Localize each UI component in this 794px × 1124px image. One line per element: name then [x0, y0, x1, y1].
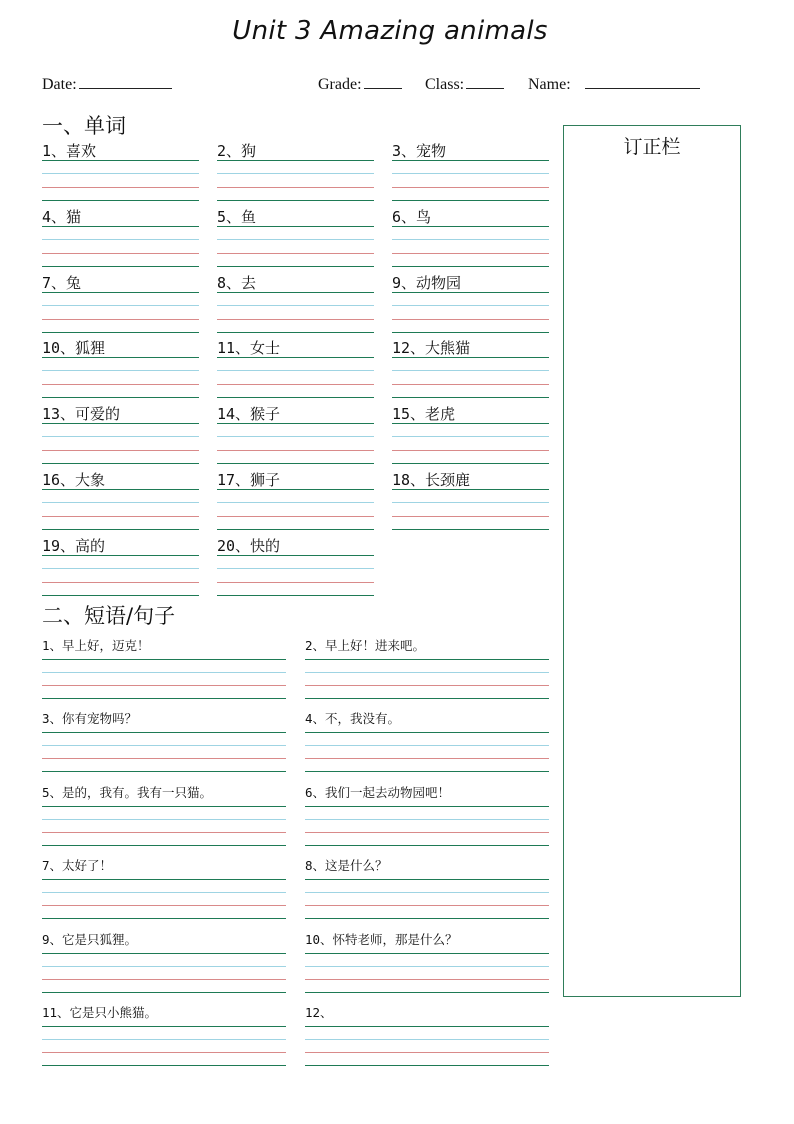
date-field: [42, 74, 172, 94]
writing-line[interactable]: [392, 384, 549, 385]
writing-line[interactable]: [305, 879, 549, 880]
writing-line[interactable]: [305, 819, 549, 820]
writing-line[interactable]: [392, 450, 549, 451]
writing-line[interactable]: [392, 200, 549, 201]
writing-line[interactable]: [392, 397, 549, 398]
writing-line[interactable]: [305, 685, 549, 686]
word-cell: [42, 140, 199, 202]
writing-line[interactable]: [217, 173, 374, 174]
word-label: 15、老虎: [392, 405, 456, 424]
writing-line[interactable]: [392, 187, 549, 188]
writing-line[interactable]: [42, 832, 286, 833]
writing-line[interactable]: [217, 582, 374, 583]
writing-line[interactable]: [392, 436, 549, 437]
writing-line[interactable]: [305, 698, 549, 699]
writing-line[interactable]: [42, 892, 286, 893]
word-label: 8、去: [217, 273, 257, 292]
writing-line[interactable]: [42, 502, 199, 503]
name-label: Name:: [528, 76, 571, 93]
writing-line[interactable]: [42, 745, 286, 746]
word-cell: [42, 206, 199, 268]
writing-line[interactable]: [42, 463, 199, 464]
word-label: 11、女士: [217, 339, 281, 358]
writing-line[interactable]: [42, 806, 286, 807]
writing-line[interactable]: [305, 918, 549, 919]
writing-line[interactable]: [305, 758, 549, 759]
writing-line[interactable]: [305, 659, 549, 660]
writing-line[interactable]: [217, 332, 374, 333]
writing-line[interactable]: [42, 516, 199, 517]
writing-line[interactable]: [392, 502, 549, 503]
writing-line[interactable]: [392, 332, 549, 333]
writing-line[interactable]: [42, 568, 199, 569]
phrase-cell: [305, 930, 549, 994]
writing-line[interactable]: [392, 423, 549, 424]
writing-line[interactable]: [42, 1039, 286, 1040]
writing-line[interactable]: [42, 436, 199, 437]
phrase-label: 6、我们一起去动物园吧！: [305, 784, 451, 800]
writing-line[interactable]: [42, 595, 199, 596]
writing-line[interactable]: [42, 992, 286, 993]
grade-label: Grade:: [318, 76, 362, 93]
word-cell: [392, 272, 549, 334]
word-label: 12、大熊猫: [392, 339, 471, 358]
writing-line[interactable]: [42, 187, 199, 188]
writing-line[interactable]: [217, 397, 374, 398]
word-cell: [217, 403, 374, 465]
word-label: 5、鱼: [217, 207, 257, 226]
writing-line[interactable]: [305, 771, 549, 772]
writing-line[interactable]: [217, 423, 374, 424]
writing-line[interactable]: [217, 160, 374, 161]
writing-line[interactable]: [392, 357, 549, 358]
writing-line[interactable]: [42, 698, 286, 699]
correction-column: [563, 125, 741, 997]
writing-line[interactable]: [42, 173, 199, 174]
phrase-cell: [42, 930, 286, 994]
word-cell: [42, 469, 199, 531]
writing-line[interactable]: [42, 357, 199, 358]
phrase-label: 9、它是只狐狸。: [42, 931, 138, 947]
writing-line[interactable]: [42, 659, 286, 660]
phrase-cell: [305, 783, 549, 847]
writing-line[interactable]: [305, 732, 549, 733]
word-cell: [42, 272, 199, 334]
writing-line[interactable]: [392, 266, 549, 267]
writing-line[interactable]: [305, 832, 549, 833]
writing-line[interactable]: [42, 672, 286, 673]
writing-line[interactable]: [42, 200, 199, 201]
writing-line[interactable]: [305, 992, 549, 993]
writing-line[interactable]: [217, 436, 374, 437]
writing-line[interactable]: [217, 370, 374, 371]
word-cell: [42, 403, 199, 465]
writing-line[interactable]: [42, 758, 286, 759]
word-label: 20、快的: [217, 536, 281, 555]
date-blank: [79, 74, 172, 89]
name-blank: [585, 74, 700, 89]
word-label: 16、大象: [42, 471, 106, 489]
writing-line[interactable]: [42, 979, 286, 980]
word-cell: [42, 535, 199, 597]
word-cell: [392, 206, 549, 268]
writing-line[interactable]: [217, 266, 374, 267]
word-label: 1、喜欢: [42, 142, 97, 160]
grade-blank: [364, 74, 402, 89]
section-phrases-title: 二、短语/句子: [42, 604, 176, 628]
phrase-label: 1、早上好，迈克！: [42, 638, 150, 653]
word-label: 10、狐狸: [42, 339, 106, 358]
writing-line[interactable]: [217, 463, 374, 464]
writing-line[interactable]: [392, 489, 549, 490]
phrase-cell: [305, 1003, 549, 1067]
writing-line[interactable]: [392, 319, 549, 320]
writing-line[interactable]: [305, 845, 549, 846]
word-label: 3、宠物: [392, 142, 447, 160]
writing-line[interactable]: [42, 582, 199, 583]
writing-line[interactable]: [217, 595, 374, 596]
writing-line[interactable]: [217, 489, 374, 490]
word-cell: [392, 140, 549, 202]
word-label: 17、狮子: [217, 471, 281, 489]
word-cell: [217, 206, 374, 268]
writing-line[interactable]: [217, 529, 374, 530]
class-field: [425, 74, 504, 94]
writing-line[interactable]: [42, 384, 199, 385]
phrase-label: 2、早上好！进来吧。: [305, 638, 426, 653]
phrase-cell: [42, 709, 286, 773]
writing-line[interactable]: [217, 568, 374, 569]
word-cell: [392, 337, 549, 399]
writing-line[interactable]: [392, 305, 549, 306]
writing-line[interactable]: [42, 226, 199, 227]
word-label: 19、高的: [42, 536, 106, 555]
writing-line[interactable]: [217, 239, 374, 240]
word-label: 2、狗: [217, 142, 257, 160]
writing-line[interactable]: [42, 397, 199, 398]
date-label: Date:: [42, 76, 77, 93]
phrase-label: 3、你有宠物吗？: [42, 711, 138, 727]
writing-line[interactable]: [42, 966, 286, 967]
writing-line[interactable]: [305, 1065, 549, 1066]
writing-line[interactable]: [217, 555, 374, 556]
writing-line[interactable]: [42, 266, 199, 267]
word-label: 6、鸟: [392, 207, 432, 226]
writing-line[interactable]: [392, 160, 549, 161]
writing-line[interactable]: [42, 332, 199, 333]
phrase-label: 8、这是什么？: [305, 858, 388, 874]
writing-line[interactable]: [392, 173, 549, 174]
writing-line[interactable]: [305, 953, 549, 954]
phrase-cell: [305, 709, 549, 773]
writing-line[interactable]: [392, 239, 549, 240]
writing-line[interactable]: [392, 516, 549, 517]
writing-line[interactable]: [392, 370, 549, 371]
writing-line[interactable]: [217, 253, 374, 254]
correction-title: 订正栏: [623, 136, 681, 158]
word-cell: [217, 140, 374, 202]
worksheet-title: Unit 3 Amazing animals: [232, 16, 548, 46]
writing-line[interactable]: [42, 953, 286, 954]
writing-line[interactable]: [392, 292, 549, 293]
writing-line[interactable]: [42, 292, 199, 293]
writing-line[interactable]: [305, 1026, 549, 1027]
phrase-label: 10、怀特老师，那是什么？: [305, 931, 458, 947]
writing-line[interactable]: [305, 966, 549, 967]
writing-line[interactable]: [42, 1052, 286, 1053]
writing-line[interactable]: [42, 732, 286, 733]
writing-line[interactable]: [42, 450, 199, 451]
phrase-label: 4、不，我没有。: [305, 711, 401, 727]
word-label: 18、长颈鹿: [392, 471, 471, 489]
writing-line[interactable]: [392, 529, 549, 530]
word-cell: [217, 535, 374, 597]
word-cell: [392, 469, 549, 531]
writing-line[interactable]: [217, 187, 374, 188]
writing-line[interactable]: [217, 226, 374, 227]
writing-line[interactable]: [42, 879, 286, 880]
phrase-cell: [42, 856, 286, 920]
writing-line[interactable]: [305, 979, 549, 980]
word-label: 9、动物园: [392, 273, 462, 292]
phrase-label: 12、: [305, 1005, 333, 1020]
word-label: 4、猫: [42, 207, 82, 226]
word-cell: [217, 337, 374, 399]
writing-line[interactable]: [42, 423, 199, 424]
writing-line[interactable]: [42, 918, 286, 919]
writing-line[interactable]: [217, 357, 374, 358]
writing-line[interactable]: [42, 771, 286, 772]
phrase-cell: [42, 1003, 286, 1067]
phrase-label: 11、它是只小熊猫。: [42, 1005, 158, 1020]
writing-line[interactable]: [217, 502, 374, 503]
word-label: 14、猴子: [217, 405, 281, 424]
word-cell: [217, 469, 374, 531]
writing-line[interactable]: [42, 845, 286, 846]
writing-line[interactable]: [217, 292, 374, 293]
section-vocabulary-title: 一、单词: [42, 114, 126, 138]
writing-line[interactable]: [42, 555, 199, 556]
writing-line[interactable]: [305, 806, 549, 807]
phrase-label: 7、太好了！: [42, 858, 113, 874]
phrase-cell: [42, 636, 286, 700]
phrase-cell: [305, 856, 549, 920]
writing-line[interactable]: [42, 370, 199, 371]
writing-line[interactable]: [42, 160, 199, 161]
phrase-label: 5、是的，我有。我有一只猫。: [42, 784, 213, 800]
name-field: [528, 74, 700, 94]
writing-line[interactable]: [42, 529, 199, 530]
writing-line[interactable]: [42, 489, 199, 490]
writing-line[interactable]: [42, 253, 199, 254]
writing-line[interactable]: [42, 1065, 286, 1066]
writing-line[interactable]: [305, 892, 549, 893]
writing-line[interactable]: [217, 450, 374, 451]
writing-line[interactable]: [42, 305, 199, 306]
writing-line[interactable]: [42, 685, 286, 686]
writing-line[interactable]: [42, 239, 199, 240]
writing-line[interactable]: [217, 516, 374, 517]
writing-line[interactable]: [42, 1026, 286, 1027]
phrase-cell: [305, 636, 549, 700]
writing-line[interactable]: [42, 905, 286, 906]
writing-line[interactable]: [217, 384, 374, 385]
writing-line[interactable]: [305, 745, 549, 746]
word-label: 7、兔: [42, 273, 82, 292]
writing-line[interactable]: [305, 905, 549, 906]
class-blank: [466, 74, 504, 89]
class-label: Class:: [425, 76, 465, 93]
writing-line[interactable]: [392, 463, 549, 464]
word-cell: [42, 337, 199, 399]
word-cell: [392, 403, 549, 465]
writing-line[interactable]: [217, 319, 374, 320]
writing-line[interactable]: [42, 319, 199, 320]
writing-line[interactable]: [392, 253, 549, 254]
writing-line[interactable]: [217, 200, 374, 201]
writing-line[interactable]: [42, 819, 286, 820]
writing-line[interactable]: [392, 226, 549, 227]
writing-line[interactable]: [305, 672, 549, 673]
writing-line[interactable]: [305, 1052, 549, 1053]
grade-field: [318, 74, 402, 94]
word-label: 13、可爱的: [42, 405, 121, 424]
writing-line[interactable]: [305, 1039, 549, 1040]
phrase-cell: [42, 783, 286, 847]
writing-line[interactable]: [217, 305, 374, 306]
word-cell: [217, 272, 374, 334]
